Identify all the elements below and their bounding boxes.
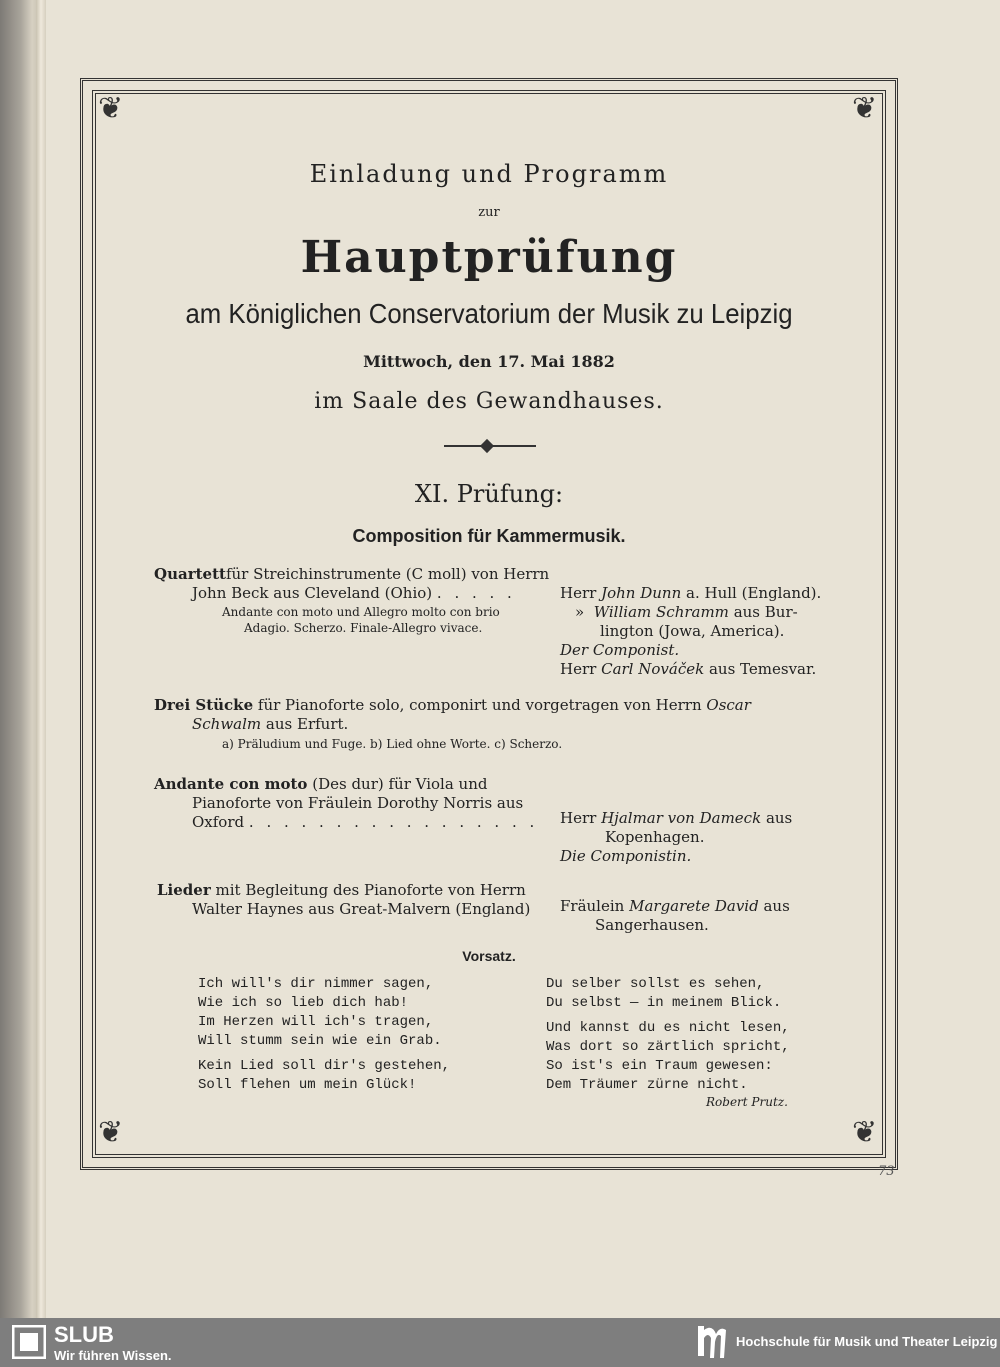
item-heading: Drei Stücke [154,696,254,714]
corner-ornament-icon: ❦ [98,91,124,126]
poem-author: Robert Prutz. [706,1095,788,1109]
institution-name: am Königlichen Conservatorium der Musik zu Leipzig [185,298,793,329]
movement-list: Adagio. Scherzo. Finale-Allegro vivace. [244,621,483,635]
slub-tagline: Wir führen Wissen. [54,1348,172,1363]
event-date: Mittwoch, den 17. Mai 1882 [363,352,615,371]
performer-origin: aus Bur- [733,603,798,621]
poem-line: Ich will's dir nimmer sagen, [198,976,434,992]
poem-line: Du selber sollst es sehen, [546,976,765,992]
poem-title: Vorsatz. [462,948,516,964]
performer-line [560,809,792,827]
leader-dots: . . . . . [436,584,516,602]
performer-composer: Die Componistin. [560,847,692,865]
poem-line: Wie ich so lieb dich hab! [198,995,409,1011]
slub-brand[interactable]: SLUB [54,1322,114,1347]
poem-line: Will stumm sein wie ein Grab. [198,1033,442,1049]
performer-line [560,584,821,602]
performer-composer: Der Componist. [560,641,680,659]
performer-prefix: Herr [560,584,597,602]
composer-line [192,813,538,831]
composer-line: Pianoforte von Fräulein Dorothy Norris aus [192,794,524,812]
program-item-quartett [154,565,549,583]
item-description: (Des dur) für Viola und [312,775,488,793]
leader-dots: . . . . . . . . . . . . . . . . . [248,813,539,831]
poem-line: Du selbst — in meinem Blick. [546,995,782,1011]
partner-name[interactable]: Hochschule für Musik und Theater Leipzig [736,1334,998,1349]
item-heading: Lieder [157,881,211,899]
performer-origin-cont: Sangerhausen. [595,916,709,934]
performer-name: John Dunn [601,584,682,602]
movement-list: Andante con moto und Allegro molto con brio [222,605,500,619]
poem-line: Kein Lied soll dir's gestehen, [198,1058,451,1074]
poem-line: So ist's ein Traum gewesen: [546,1058,773,1074]
item-description: für Streichinstrumente (C moll) von Herrn [225,565,550,583]
performer-origin-cont: lington (Jowa, America). [600,622,785,640]
poem-line: Was dort so zärtlich spricht, [546,1039,790,1055]
performer-prefix: Herr [560,660,597,678]
performer-origin: aus Erfurt. [265,715,349,733]
corner-ornament-icon: ❦ [98,1115,124,1150]
program-item-drei-stuecke [154,696,751,714]
performer-line [560,897,790,915]
performer-line [560,660,816,678]
item-heading: Quartett [154,565,226,583]
item-heading: Andante con moto [154,775,308,793]
performer-origin: aus [763,897,790,915]
movement-list: a) Präludium und Fuge. b) Lied ohne Worte. c) Scherzo. [222,737,563,751]
page-edge [36,0,46,1318]
poem-line: Im Herzen will ich's tragen, [198,1014,434,1030]
performer-prefix: Fräulein [560,897,625,915]
performer-name: William Schramm [593,603,729,621]
performer-origin-cont: Kopenhagen. [605,828,705,846]
composer-line: Walter Haynes aus Great-Malvern (England) [192,900,531,918]
program-item-lieder [157,881,526,899]
invitation-zur: zur [478,205,500,220]
performer-name: Hjalmar von Dameck [601,809,762,827]
performer-name: Schwalm [192,715,262,733]
performer-name: Margarete David [629,897,759,915]
poem-line: Und kannst du es nicht lesen, [546,1020,790,1036]
poem-line: Dem Träumer zürne nicht. [546,1077,748,1093]
performer-name: Carl Nováček [601,660,705,678]
performer-prefix: Herr [560,809,597,827]
performer-prefix: » [575,603,585,621]
slub-logo-icon [12,1325,46,1359]
page-title: Hauptprüfung [300,232,678,283]
performer-origin: a. Hull (England). [686,584,822,602]
performer-line [575,603,798,621]
program-item-andante [154,775,487,793]
item-description: für Pianoforte solo, componirt und vorgetragen von Herrn [257,696,702,714]
section-subtitle: Composition für Kammermusik. [352,526,626,546]
composer-text: John Beck aus Cleveland (Ohio) [192,584,433,602]
section-title: XI. Prüfung: [414,480,564,508]
performer-name: Oscar [706,696,751,714]
performer-origin: aus Temesvar. [708,660,817,678]
page-number-mark: 73 [878,1164,895,1179]
invitation-heading: Einladung und Programm [309,160,669,188]
hmt-logo-icon [694,1320,728,1364]
item-description: mit Begleitung des Pianoforte von Herrn [215,881,526,899]
corner-ornament-icon: ❦ [852,1115,878,1150]
composer-line [192,584,516,602]
event-venue: im Saale des Gewandhauses. [314,389,664,414]
composer-text: Oxford [192,813,245,831]
performer-origin: aus [765,809,793,827]
poem-line: Soll flehen um mein Glück! [198,1077,417,1093]
composer-line [192,715,348,733]
corner-ornament-icon: ❦ [852,91,878,126]
